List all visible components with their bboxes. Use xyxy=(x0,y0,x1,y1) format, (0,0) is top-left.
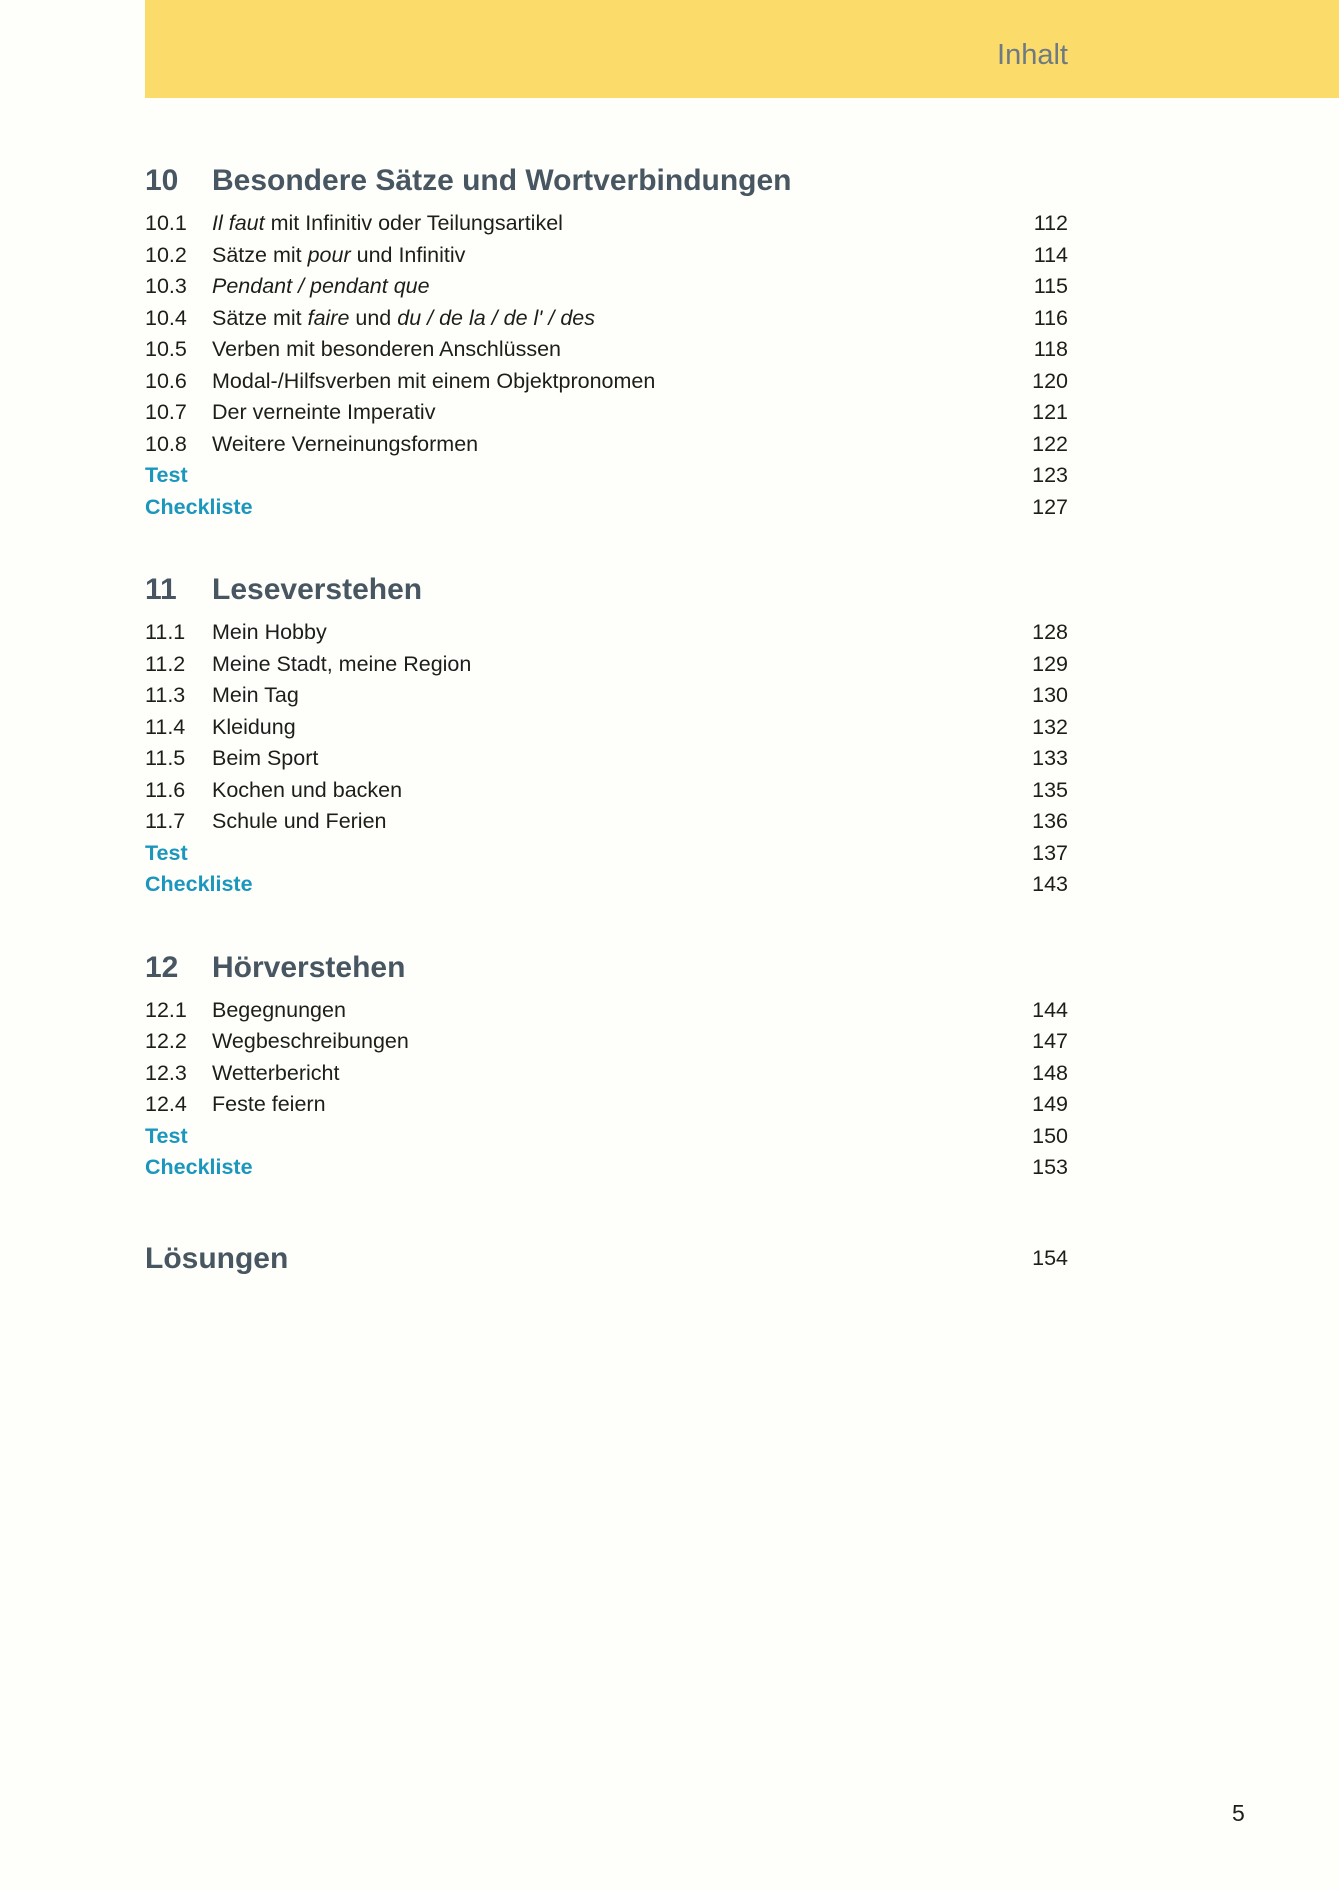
row-number: 10.6 xyxy=(145,368,187,393)
footer-page-number: 5 xyxy=(1232,1800,1245,1826)
row-number: 11.7 xyxy=(145,809,186,833)
toc-extra-label: Checkliste xyxy=(145,494,253,519)
row-title: Mein Tag xyxy=(212,683,299,707)
row-number: 10.1 xyxy=(145,211,187,235)
row-number: 10.5 xyxy=(145,337,187,361)
row-page: 121 xyxy=(1032,400,1068,424)
row-number: 12.1 xyxy=(145,997,187,1022)
row-page: 128 xyxy=(1032,620,1068,644)
toc-extra-label: Checkliste xyxy=(145,872,253,896)
row-title: Sätze mit pour und Infinitiv xyxy=(212,242,466,267)
row-number: 11.4 xyxy=(145,714,186,739)
row-page: 112 xyxy=(1033,211,1068,235)
row-title: Schule und Ferien xyxy=(212,809,387,833)
toc-extra-row xyxy=(145,838,1068,870)
row-number: 11.6 xyxy=(145,777,186,802)
row-title: Wetterbericht xyxy=(212,1060,340,1085)
row-title: Beim Sport xyxy=(212,746,319,770)
row-page: 114 xyxy=(1033,242,1068,267)
row-page: 136 xyxy=(1032,809,1068,833)
row-title: Kleidung xyxy=(212,714,296,739)
page-header xyxy=(145,0,1339,98)
row-number: 11.1 xyxy=(145,620,186,644)
toc-extra-label: Test xyxy=(145,840,188,865)
row-title: Mein Hobby xyxy=(212,620,327,644)
toc-row xyxy=(145,712,1068,744)
toc-extra-row xyxy=(145,1152,1068,1184)
section-heading xyxy=(145,949,1068,987)
row-title: Sätze mit faire und du / de la / de l' / des xyxy=(212,305,595,330)
toc-row xyxy=(145,1026,1068,1058)
toc-row xyxy=(145,680,1068,712)
toc xyxy=(145,98,1068,1276)
toc-row xyxy=(145,240,1068,272)
row-page: 148 xyxy=(1032,1060,1068,1085)
toc-row xyxy=(145,366,1068,398)
toc-row xyxy=(145,743,1068,775)
row-title: Modal-/Hilfsverben mit einem Objektpronomen xyxy=(212,368,656,393)
toc-extra-row xyxy=(145,460,1068,492)
row-page: 129 xyxy=(1032,651,1068,676)
section-title: Leseverstehen xyxy=(212,573,423,606)
toc-extra-row xyxy=(145,1121,1068,1153)
row-title: Il faut mit Infinitiv oder Teilungsartikel xyxy=(212,211,563,235)
row-title: Verben mit besonderen Anschlüssen xyxy=(212,337,562,361)
row-page: 147 xyxy=(1032,1029,1068,1053)
section-number: 10 xyxy=(145,164,179,197)
row-page: 130 xyxy=(1032,683,1068,707)
row-number: 10.7 xyxy=(145,400,187,424)
row-page: 132 xyxy=(1032,714,1068,739)
section-heading xyxy=(145,162,1068,200)
row-page: 143 xyxy=(1032,872,1068,896)
row-number: 10.4 xyxy=(145,305,187,330)
row-page: 150 xyxy=(1032,1123,1068,1148)
row-page: 123 xyxy=(1032,463,1068,487)
row-title: Pendant / pendant que xyxy=(212,274,430,298)
row-page: 120 xyxy=(1032,368,1068,393)
row-page: 135 xyxy=(1032,777,1068,802)
toc-row xyxy=(145,806,1068,838)
row-page: 153 xyxy=(1032,1155,1068,1179)
toc-row xyxy=(145,995,1068,1027)
row-title: Feste feiern xyxy=(212,1092,326,1116)
row-page: 116 xyxy=(1033,305,1068,330)
row-number: 12.2 xyxy=(145,1029,187,1053)
toc-row xyxy=(145,271,1068,303)
toc-extra-row xyxy=(145,492,1068,524)
toc-section xyxy=(145,949,1068,1184)
page-title: Inhalt xyxy=(997,38,1068,71)
row-title: Begegnungen xyxy=(212,997,346,1022)
toc-row xyxy=(145,429,1068,461)
row-page: 115 xyxy=(1033,274,1068,298)
solutions-title: Lösungen xyxy=(145,1241,289,1275)
row-title: Kochen und backen xyxy=(212,777,403,802)
row-page: 127 xyxy=(1032,494,1068,519)
toc-row xyxy=(145,208,1068,240)
row-number: 10.3 xyxy=(145,274,187,298)
toc-row xyxy=(145,303,1068,335)
row-title: Weitere Verneinungsformen xyxy=(212,431,479,456)
toc-row xyxy=(145,775,1068,807)
toc-section xyxy=(145,571,1068,901)
toc-extra-label: Test xyxy=(145,1123,188,1148)
row-page: 137 xyxy=(1032,840,1068,865)
row-title: Wegbeschreibungen xyxy=(212,1029,409,1053)
row-number: 10.2 xyxy=(145,242,187,267)
row-number: 11.3 xyxy=(145,683,186,707)
toc-section xyxy=(145,162,1068,523)
toc-extra-row xyxy=(145,869,1068,901)
solutions-page: 154 xyxy=(1032,1246,1068,1270)
row-number: 11.2 xyxy=(145,651,186,676)
row-page: 122 xyxy=(1032,431,1068,456)
row-page: 149 xyxy=(1032,1092,1068,1116)
toc-row xyxy=(145,1058,1068,1090)
row-number: 11.5 xyxy=(145,746,186,770)
toc-row xyxy=(145,397,1068,429)
row-number: 12.3 xyxy=(145,1060,187,1085)
toc-extra-label: Test xyxy=(145,463,188,487)
section-number: 12 xyxy=(145,950,179,984)
section-number: 11 xyxy=(145,573,177,606)
toc-row xyxy=(145,334,1068,366)
row-title: Meine Stadt, meine Region xyxy=(212,651,472,676)
section-title: Besondere Sätze und Wortverbindungen xyxy=(212,164,792,197)
row-number: 12.4 xyxy=(145,1092,187,1116)
row-title: Der verneinte Imperativ xyxy=(212,400,436,424)
toc-row xyxy=(145,649,1068,681)
toc-row xyxy=(145,617,1068,649)
toc-extra-label: Checkliste xyxy=(145,1155,253,1179)
row-page: 133 xyxy=(1032,746,1068,770)
row-number: 10.8 xyxy=(145,431,187,456)
row-page: 118 xyxy=(1033,337,1068,361)
solutions-row xyxy=(145,1242,1068,1276)
row-page: 144 xyxy=(1032,997,1068,1022)
toc-row xyxy=(145,1089,1068,1121)
section-title: Hörverstehen xyxy=(212,950,406,984)
section-heading xyxy=(145,571,1068,609)
